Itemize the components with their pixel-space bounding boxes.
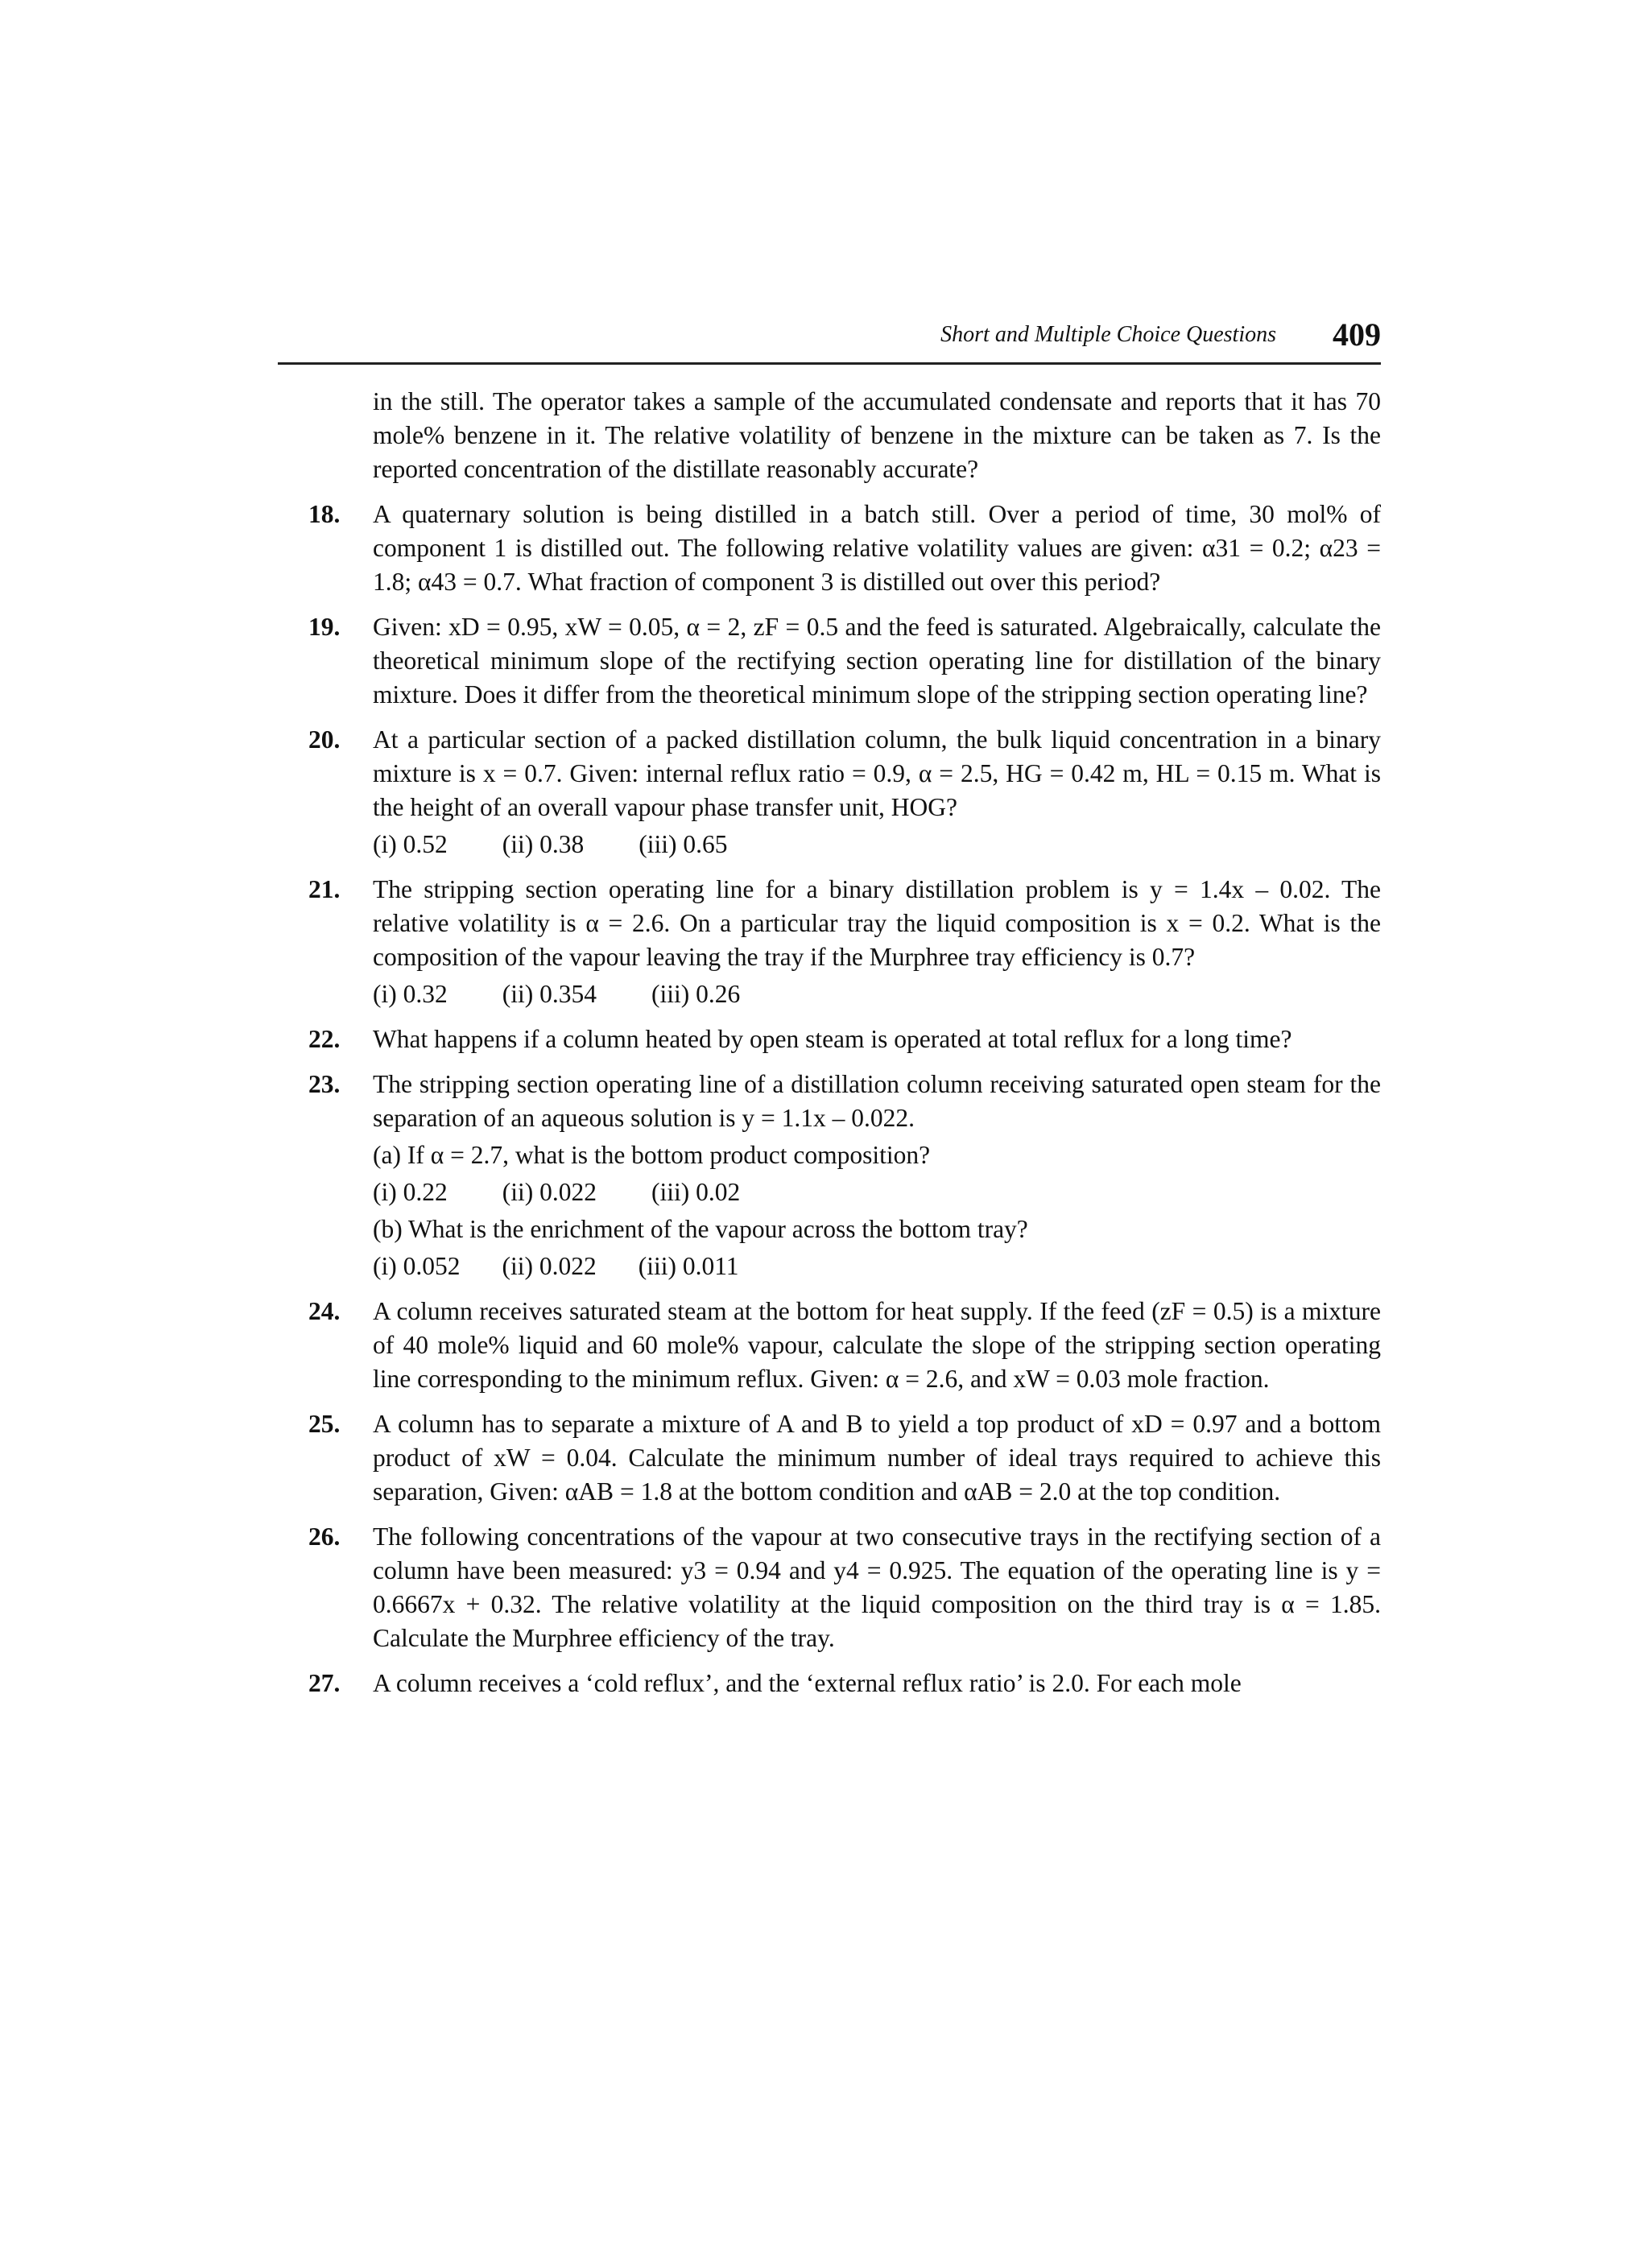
question-text: What happens if a column heated by open steam is operated at total reflux for a long time? — [373, 1025, 1292, 1053]
page-header — [278, 316, 1381, 365]
question-number: 21. — [308, 875, 341, 903]
answer-options — [373, 1250, 1381, 1283]
question-number: 18. — [308, 500, 341, 528]
question-27 — [278, 1667, 1381, 1700]
question-text: Given: xD = 0.95, xW = 0.05, α = 2, zF = 0.5 and the feed is saturated. Algebraically, calculate the theoretical minimum slope of the rectifying section operating line for distillation of the binary mixture. Does it differ from the theoretical minimum slope of the stripping section operating line? — [373, 613, 1381, 708]
question-text: The stripping section operating line for a binary distillation problem is y = 1.4x – 0.02. The relative volatility is α = 2.6. On a particular tray the liquid composition is x = 0.2. What is the composition of the vapour leaving the tray if the Murphree tray efficiency is 0.7? — [373, 875, 1381, 971]
question-20 — [278, 723, 1381, 861]
answer-options — [373, 977, 1381, 1011]
option: (iii) 0.011 — [638, 1252, 739, 1280]
option: (iii) 0.65 — [639, 830, 728, 858]
option: (iii) 0.26 — [651, 980, 741, 1008]
option: (i) 0.22 — [373, 1178, 448, 1206]
question-number: 27. — [308, 1669, 341, 1697]
question-25 — [278, 1407, 1381, 1509]
question-number: 25. — [308, 1410, 341, 1438]
question-21 — [278, 873, 1381, 1011]
question-number: 20. — [308, 725, 341, 754]
subquestion-b: (b) What is the enrichment of the vapour across the bottom tray? — [373, 1215, 1028, 1243]
option: (ii) 0.354 — [502, 980, 597, 1008]
option: (i) 0.32 — [373, 980, 448, 1008]
continuation-paragraph: in the still. The operator takes a sample of the accumulated condensate and reports that it has 70 mole% benzene in it. The relative volatility of benzene in the mixture can be taken as 7. Is the reported concentration of the distillate reasonably accurate? — [373, 387, 1381, 483]
question-number: 24. — [308, 1297, 341, 1325]
question-number: 26. — [308, 1522, 341, 1551]
question-18 — [278, 498, 1381, 599]
question-text: The stripping section operating line of a distillation column receiving saturated open steam for the separation of an aqueous solution is y = 1.1x – 0.022. — [373, 1070, 1381, 1132]
question-list — [278, 385, 1381, 1712]
subquestion-a: (a) If α = 2.7, what is the bottom product composition? — [373, 1141, 931, 1169]
question-23 — [278, 1068, 1381, 1283]
page-number: 409 — [1333, 316, 1381, 353]
question-number: 23. — [308, 1070, 341, 1098]
question-text: A column has to separate a mixture of A and B to yield a top product of xD = 0.97 and a bottom product of xW = 0.04. Calculate the minimum number of ideal trays required to achieve this separation, Given: αAB = 1.8 at the bottom condition and αAB = 2.0 at the top condition. — [373, 1410, 1381, 1506]
option: (i) 0.052 — [373, 1252, 461, 1280]
question-text: The following concentrations of the vapour at two consecutive trays in the rectifying section of a column have been measured: y3 = 0.94 and y4 = 0.925. The equation of the operating line is y = 0.6667x + 0.32. The relative volatility at the liquid composition on the third tray is α = 1.85. Calculate the Murphree efficiency of the tray. — [373, 1522, 1381, 1652]
question-text: A quaternary solution is being distilled in a batch still. Over a period of time, 30 mol% of component 1 is distilled out. The following relative volatility values are given: α31 = 0.2; α23 = 1.8; α43 = 0.7. What fraction of component 3 is distilled out over this period? — [373, 500, 1381, 596]
answer-options — [373, 1175, 1381, 1209]
option: (ii) 0.022 — [502, 1178, 597, 1206]
question-22 — [278, 1022, 1381, 1056]
question-number: 22. — [308, 1025, 341, 1053]
question-text: A column receives saturated steam at the bottom for heat supply. If the feed (zF = 0.5) is a mixture of 40 mole% liquid and 60 mole% vapour, calculate the slope of the stripping section operating line corresponding to the minimum reflux. Given: α = 2.6, and xW = 0.03 mole fraction. — [373, 1297, 1381, 1393]
option: (ii) 0.38 — [502, 830, 585, 858]
question-text: A column receives a ‘cold reflux’, and the ‘external reflux ratio’ is 2.0. For each mole — [373, 1669, 1242, 1697]
question-19 — [278, 610, 1381, 712]
question-number: 19. — [308, 613, 341, 641]
question-26 — [278, 1520, 1381, 1655]
running-title: Short and Multiple Choice Questions — [940, 322, 1276, 347]
option: (ii) 0.022 — [502, 1252, 597, 1280]
answer-options — [373, 828, 1381, 861]
question-24 — [278, 1295, 1381, 1396]
option: (i) 0.52 — [373, 830, 448, 858]
question-text: At a particular section of a packed distillation column, the bulk liquid concentration in a binary mixture is x = 0.7. Given: internal reflux ratio = 0.9, α = 2.5, HG = 0.42 m, HL = 0.15 m. What is the height of an overall vapour phase transfer unit, HOG? — [373, 725, 1381, 821]
option: (iii) 0.02 — [651, 1178, 741, 1206]
